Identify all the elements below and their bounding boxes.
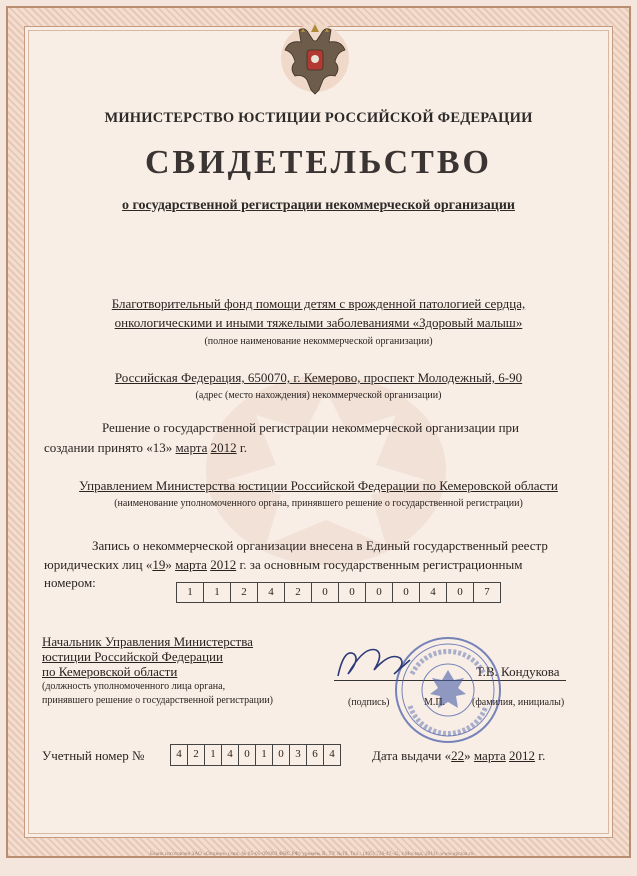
ministry-heading: МИНИСТЕРСТВО ЮСТИЦИИ РОССИЙСКОЙ ФЕДЕРАЦИИ <box>104 110 533 126</box>
digit-box: 0 <box>312 583 339 602</box>
digit-box: 4 <box>222 745 239 765</box>
org-address-caption: (адрес (место нахождения) некоммерческой организации) <box>195 390 442 401</box>
digit-box: 0 <box>366 583 393 602</box>
position-line3: по Кемеровской области <box>42 664 178 679</box>
signatory-name-caption: (фамилия, инициалы) <box>472 697 565 708</box>
position-caption2: принявшего решение о государственной регистрации) <box>42 695 274 706</box>
digit-box: 3 <box>290 745 307 765</box>
digit-box: 7 <box>484 586 490 598</box>
record-line2: юридических лиц «19» марта 2012 г. за основным государственным регистрационным <box>44 557 523 572</box>
issue-date: Дата выдачи «22» марта 2012 г. <box>372 748 546 763</box>
org-address: Российская Федерация, 650070, г. Кемерово, проспект Молодежный, 6-90 <box>114 370 523 385</box>
digit-box: 2 <box>188 745 205 765</box>
decision-line1: Решение о государственной регистрации некоммерческой организации при <box>102 420 520 435</box>
authority-name: Управлением Министерства юстиции Российской Федерации по Кемеровской области <box>79 478 558 493</box>
record-line1: Запись о некоммерческой организации внесена в Единый государственный реестр <box>92 538 548 553</box>
signature-caption: (подпись) <box>348 697 390 708</box>
digit-box: 0 <box>239 745 256 765</box>
signature-icon <box>334 640 414 686</box>
printer-footnote: Бланк изготовлен ЗАО «Опцион» (лиц. № 05-05-09/003 ФНС РФ) уровень В. ТУ №19. Тел.: (495) 726-47-42, г.Москва, 2011г. www.opcion.ru <box>150 852 474 857</box>
ogrn-number <box>176 582 501 603</box>
digit-box: 2 <box>285 583 312 602</box>
stamp-caption: М.П. <box>424 697 446 708</box>
decision-line2: создании принято «13» марта 2012 г. <box>44 440 248 455</box>
account-number <box>170 744 341 766</box>
org-name-line2: онкологическими и иными тяжелыми заболеваниями «Здоровый малыш» <box>114 315 523 330</box>
digit-box: 4 <box>258 583 285 602</box>
digit-box: 0 <box>447 583 474 602</box>
account-label: Учетный номер № <box>42 748 145 763</box>
digit-box: 4 <box>420 583 447 602</box>
record-line3: номером: <box>44 575 96 590</box>
digit-box: 2 <box>231 583 258 602</box>
digit-box: 1 <box>177 583 204 602</box>
digit-box: 0 <box>273 745 290 765</box>
digit-box: 4 <box>171 745 188 765</box>
document-subtitle: о государственной регистрации некоммерческой организации <box>122 198 515 213</box>
digit-box: 0 <box>393 583 420 602</box>
signatory-name: Т.В. Кондукова <box>476 664 560 679</box>
digit-box: 1 <box>205 745 222 765</box>
digit-box: 4 <box>329 748 335 760</box>
position-line1: Начальник Управления Министерства <box>42 634 253 649</box>
org-name-caption: (полное наименование некоммерческой организации) <box>204 336 433 347</box>
digit-box: 0 <box>339 583 366 602</box>
position-line2: юстиции Российской Федерации <box>42 649 223 664</box>
document-title: СВИДЕТЕЛЬСТВО <box>145 144 492 181</box>
digit-box: 6 <box>307 745 324 765</box>
digit-box: 1 <box>256 745 273 765</box>
position-caption1: (должность уполномоченного лица органа, <box>42 681 226 692</box>
org-name-line1: Благотворительный фонд помощи детям с врожденной патологией сердца, <box>111 296 526 311</box>
authority-caption: (наименование уполномоченного органа, принявшего решение о государственной регистрации) <box>114 498 523 509</box>
coat-of-arms-icon <box>279 18 351 98</box>
digit-box: 1 <box>204 583 231 602</box>
